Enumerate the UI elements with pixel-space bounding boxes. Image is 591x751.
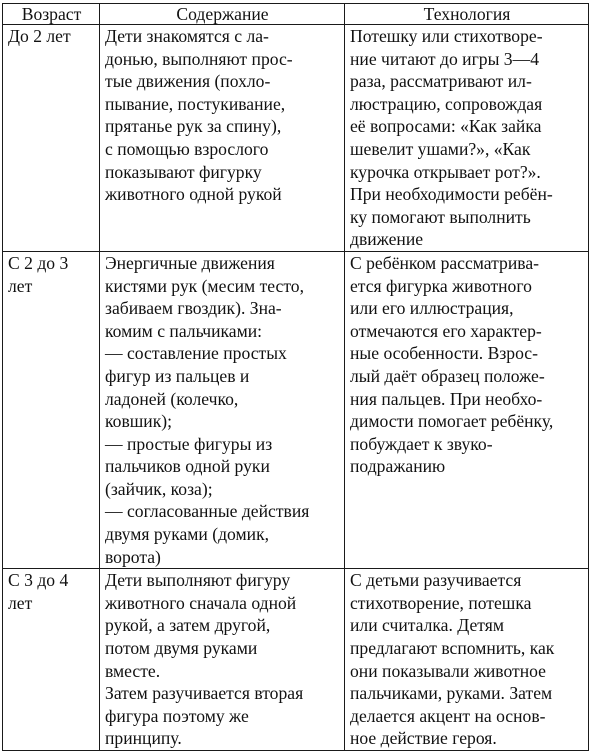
cell-text-line: предлагают вспомнить, как bbox=[350, 638, 555, 659]
content-cell bbox=[100, 251, 345, 568]
cell-text-line: пальчиков одной руки bbox=[105, 456, 270, 477]
table-row bbox=[3, 569, 589, 751]
cell-text-line: вместе. bbox=[105, 660, 161, 681]
cell-text-line: подражанию bbox=[350, 456, 446, 477]
cell-text-line: — составление простых bbox=[105, 343, 287, 364]
cell-text-line: животного одной рукой bbox=[105, 184, 282, 205]
table-row bbox=[3, 25, 589, 252]
age-cell bbox=[3, 25, 100, 252]
cell-text-line: Потешку или стихотворе- bbox=[350, 26, 543, 46]
cell-text-line: или считалка. Детям bbox=[350, 615, 504, 636]
cell-text-line: движение bbox=[350, 229, 424, 250]
cell-text-line: Дети выполняют фигуру bbox=[105, 570, 291, 591]
cell-text-line: забиваем гвоздик). Зна- bbox=[105, 298, 282, 319]
cell-text-line: пывание, постукивание, bbox=[105, 93, 286, 114]
cell-text-line: лый даёт образец положе- bbox=[350, 365, 545, 386]
age-cell bbox=[3, 569, 100, 751]
cell-text-line: прятанье рук за спину), bbox=[105, 116, 282, 137]
header-row bbox=[3, 4, 589, 25]
cell-text-line: раза, рассматривают ил- bbox=[350, 71, 532, 92]
header-technology: Технология bbox=[345, 4, 589, 25]
cell-text-line: отмечаются его характер- bbox=[350, 320, 542, 341]
cell-text-line: они показывали животное bbox=[350, 660, 546, 681]
cell-text-line: ку помогают выполнить bbox=[350, 206, 531, 227]
technology-cell bbox=[345, 569, 589, 751]
cell-text-line: курочка открывает рот?». bbox=[350, 161, 541, 182]
cell-text-line: ковшик); bbox=[105, 411, 173, 432]
cell-text-line: фигура поэтому же bbox=[105, 705, 249, 726]
cell-text-line: При необходимости ребён- bbox=[350, 184, 553, 205]
cell-text-line: — согласованные действия bbox=[105, 501, 310, 522]
cell-text-line: её вопросами: «Как зайка bbox=[350, 116, 542, 137]
age-cell bbox=[3, 251, 100, 568]
table-row bbox=[3, 251, 589, 568]
cell-text-line: ладоней (колечко, bbox=[105, 388, 239, 409]
cell-text-line: принципу. bbox=[105, 728, 182, 749]
cell-text-line: С ребёнком рассматрива- bbox=[350, 252, 540, 273]
cell-text-line: тые движения (похло- bbox=[105, 71, 271, 92]
cell-text-line: ные особенности. Взрос- bbox=[350, 343, 538, 364]
cell-text-line: До 2 лет bbox=[8, 26, 71, 46]
cell-text-line: Затем разучивается вторая bbox=[105, 683, 304, 704]
cell-text-line: побуждает к звуко- bbox=[350, 433, 493, 454]
finger-games-table bbox=[2, 3, 589, 751]
cell-text-line: показывают фигурку bbox=[105, 161, 262, 182]
technology-cell bbox=[345, 25, 589, 252]
cell-text-line: потом двумя руками bbox=[105, 638, 258, 659]
cell-text-line: С детьми разучивается bbox=[350, 570, 522, 591]
cell-text-line: ния пальцев. При необхо- bbox=[350, 388, 543, 409]
content-cell bbox=[100, 569, 345, 751]
cell-text-line: ние читают до игры 3—4 bbox=[350, 48, 539, 69]
cell-text-line: делается акцент на основ- bbox=[350, 705, 546, 726]
cell-text-line: лет bbox=[8, 592, 33, 613]
cell-text-line: стихотворение, потешка bbox=[350, 592, 532, 613]
cell-text-line: шевелит ушами?», «Как bbox=[350, 138, 531, 159]
cell-text-line: — простые фигуры из bbox=[105, 433, 273, 454]
cell-text-line: животного сначала одной bbox=[105, 592, 297, 613]
header-content: Содержание bbox=[100, 4, 345, 25]
content-cell bbox=[100, 25, 345, 252]
header-age: Возраст bbox=[3, 4, 100, 25]
cell-text-line: ное действие героя. bbox=[350, 728, 497, 749]
technology-cell bbox=[345, 251, 589, 568]
cell-text-line: ворота) bbox=[105, 546, 161, 567]
cell-text-line: С 3 до 4 bbox=[8, 570, 69, 591]
cell-text-line: кистями рук (месим тесто, bbox=[105, 275, 304, 296]
cell-text-line: Дети знакомятся с ла- bbox=[105, 26, 269, 46]
cell-text-line: (зайчик, коза); bbox=[105, 478, 213, 499]
cell-text-line: рукой, а затем другой, bbox=[105, 615, 271, 636]
cell-text-line: С 2 до 3 bbox=[8, 252, 69, 273]
cell-text-line: или его иллюстрация, bbox=[350, 298, 514, 319]
cell-text-line: донью, выполняют прос- bbox=[105, 48, 293, 69]
cell-text-line: ется фигурка животного bbox=[350, 275, 532, 296]
cell-text-line: люстрацию, сопровождая bbox=[350, 93, 543, 114]
cell-text-line: двумя руками (домик, bbox=[105, 524, 270, 545]
cell-text-line: фигур из пальцев и bbox=[105, 365, 250, 386]
cell-text-line: пальчиками, руками. Затем bbox=[350, 683, 553, 704]
cell-text-line: Энергичные движения bbox=[105, 252, 275, 273]
cell-text-line: лет bbox=[8, 275, 33, 296]
cell-text-line: комим с пальчиками: bbox=[105, 320, 263, 341]
cell-text-line: димости помогает ребёнку, bbox=[350, 411, 554, 432]
cell-text-line: с помощью взрослого bbox=[105, 138, 269, 159]
